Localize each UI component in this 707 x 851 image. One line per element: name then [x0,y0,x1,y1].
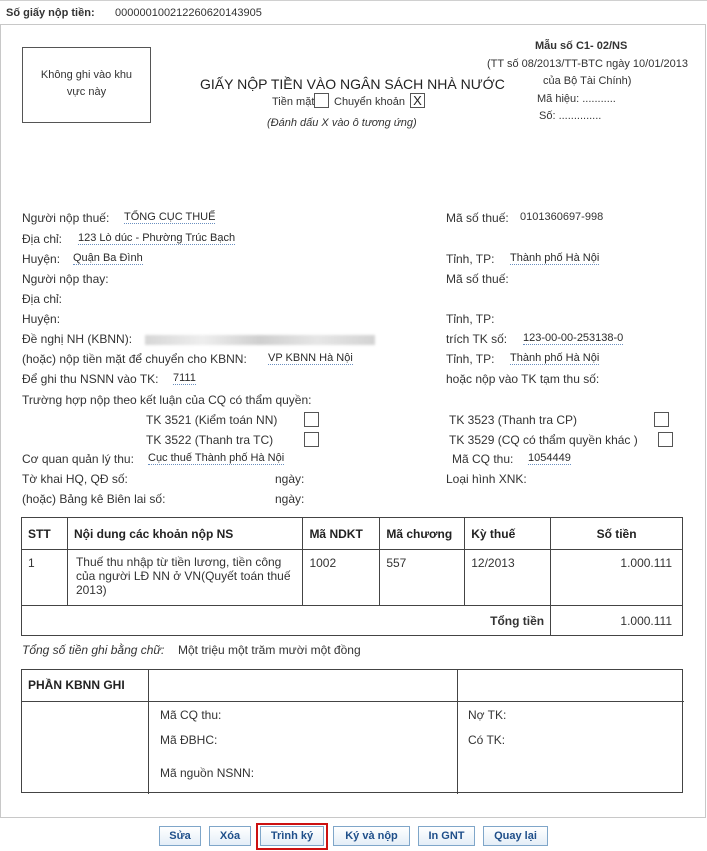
col-stt: STT [22,518,68,550]
payer-value: TỔNG CỤC THUẾ [124,211,216,223]
form-title: GIẤY NỘP TIỀN VÀO NGÂN SÁCH NHÀ NƯỚC [200,76,505,92]
nsnn-account-label: Để ghi thu NSNN vào TK: [22,372,159,386]
tk3523-checkbox[interactable] [654,412,669,427]
kbnn-source: Mã nguồn NSNN: [160,766,255,780]
kbnn-title: PHẦN KBNN GHI [28,678,125,692]
customs-date-label: ngày: [275,472,305,486]
top-border [0,0,707,1]
district-value: Quận Ba Đình [73,252,143,264]
receipt-list-date-label: ngày: [275,492,305,506]
tax-code-label: Mã số thuế: [446,211,509,225]
debit-account-value: 123-00-00-253138-0 [523,332,624,344]
receipt-list-label: (hoặc) Bảng kê Biên lai số: [22,492,166,506]
tk3522-label: TK 3522 (Thanh tra TC) [146,433,274,447]
regulation-line-1: (TT số 08/2013/TT-BTC ngày 10/01/2013 [487,58,688,70]
code-label: Mã hiệu: ........... [537,93,616,105]
col-period: Kỳ thuế [465,518,551,550]
regulation-line-2: của Bộ Tài Chính) [543,75,632,87]
receipt-number: 000000100212260620143905 [115,7,262,19]
tax-code-value: 0101360697-998 [520,211,604,223]
submit-sign-button[interactable]: Trình ký [260,826,324,846]
col-ndkt: Mã NDKT [303,518,380,550]
tk3521-checkbox[interactable] [304,412,319,427]
total-row [22,606,683,636]
cell-stt: 1 [22,550,68,606]
sign-and-submit-button[interactable]: Ký và nộp [333,826,410,846]
kbnn-debit: Nợ TK: [468,708,507,722]
amount-in-words-value: Một triệu một trăm mười một đồng [178,643,361,657]
number-label: Số: .............. [539,110,602,122]
proxy-tax-label: Mã số thuế: [446,272,509,286]
address-label: Địa chỉ: [22,232,63,246]
proxy-address-label: Địa chỉ: [22,292,63,306]
tk3529-checkbox[interactable] [658,432,673,447]
customs-label: Tờ khai HQ, QĐ số: [22,472,128,486]
reserved-area-text-2: vực này [66,86,107,98]
agency-label: Cơ quan quản lý thu: [22,452,134,466]
address-value: 123 Lò dúc - Phường Trúc Bạch [78,232,236,244]
edit-button[interactable]: Sửa [159,826,201,846]
tk3521-label: TK 3521 (Kiểm toán NN) [146,413,278,427]
total-label: Tổng tiền [22,606,551,636]
total-value: 1.000.111 [551,606,683,636]
bank-name-redacted [145,335,375,345]
kbnn-row-divider [22,701,684,702]
col-content: Nội dung các khoản nộp NS [67,518,302,550]
agency-code-label: Mã CQ thu: [452,452,514,466]
proxy-province-label: Tỉnh, TP: [446,312,495,326]
tk3529-label: TK 3529 (CQ có thẩm quyền khác ) [449,433,638,447]
agency-value: Cục thuế Thành phố Hà Nội [148,452,285,464]
transfer-label: Chuyển khoản [334,96,405,108]
kbnn-divider-2 [457,670,458,794]
receipt-number-label: Số giấy nộp tiền: [6,7,95,19]
payment-items-table [21,517,683,636]
form-code: Mẫu số C1- 02/NS [535,40,628,52]
nsnn-account-value: 7111 [173,372,196,384]
province-label: Tỉnh, TP: [446,252,495,266]
kbnn-agency-code: Mã CQ thu: [160,708,222,722]
transfer-checkbox[interactable]: X [410,93,425,108]
table-header-row [22,518,683,550]
col-amount: Số tiền [551,518,683,550]
col-chapter: Mã chương [380,518,465,550]
conclusion-label: Trường hợp nộp theo kết luận của CQ có thẩm quyền: [22,393,312,407]
kbnn-section [21,669,683,793]
cash-transfer-value: VP KBNN Hà Nội [268,352,353,364]
temp-account-label: hoặc nộp vào TK tạm thu số: [446,372,600,386]
bank-province-value: Thành phố Hà Nội [510,352,600,364]
debit-account-label: trích TK số: [446,332,508,346]
delete-button[interactable]: Xóa [209,826,251,846]
kbnn-dbhc: Mã ĐBHC: [160,733,218,747]
tk3523-label: TK 3523 (Thanh tra CP) [449,413,578,427]
print-gnt-button[interactable]: In GNT [418,826,475,846]
kbnn-credit: Có TK: [468,733,506,747]
cell-chapter: 557 [380,550,465,606]
cash-checkbox[interactable] [314,93,329,108]
district-label: Huyện: [22,252,61,266]
proxy-label: Người nộp thay: [22,272,109,286]
province-value: Thành phố Hà Nội [510,252,600,264]
payer-label: Người nộp thuế: [22,211,110,225]
xnk-label: Loại hình XNK: [446,472,527,486]
mark-note: (Đánh dấu X vào ô tương ứng) [267,117,417,129]
cell-period: 12/2013 [465,550,551,606]
tk3522-checkbox[interactable] [304,432,319,447]
cell-amount: 1.000.111 [551,550,683,606]
reserved-area-box [22,47,151,123]
table-row [22,550,683,606]
bank-request-label: Đề nghị NH (KBNN): [22,332,133,346]
amount-in-words-label: Tổng số tiền ghi bằng chữ: [22,643,165,657]
cash-transfer-label: (hoặc) nộp tiền mặt để chuyển cho KBNN: [22,352,247,366]
cell-content: Thuế thu nhập từ tiền lương, tiền công của người LĐ NN ở VN(Quyết toán thuế 2013) [67,550,302,606]
bank-province-label: Tỉnh, TP: [446,352,495,366]
cash-label: Tiền mặt [272,96,315,108]
kbnn-divider-1 [148,670,149,794]
back-button[interactable]: Quay lại [483,826,548,846]
cell-ndkt: 1002 [303,550,380,606]
proxy-district-label: Huyện: [22,312,61,326]
agency-code-value: 1054449 [528,452,571,464]
reserved-area-text-1: Không ghi vào khu [40,69,133,81]
